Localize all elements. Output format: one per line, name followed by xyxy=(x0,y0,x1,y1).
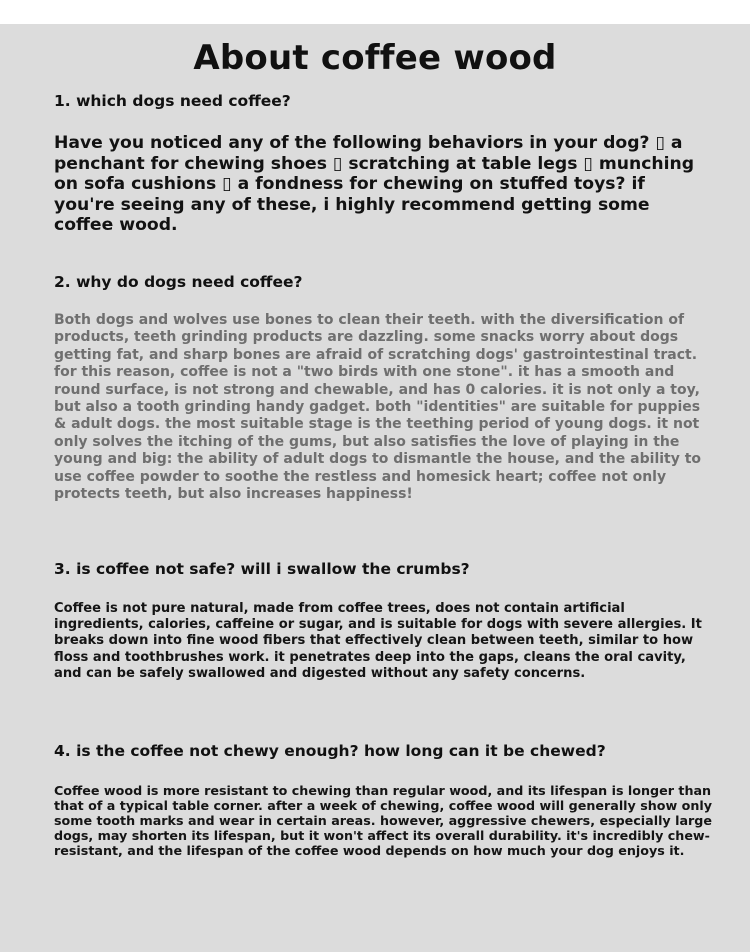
question-heading: 3. is coffee not safe? will i swallow the crumbs? xyxy=(54,560,470,578)
answer-paragraph: Have you noticed any of the following behaviors in your dog? ▯ a penchant for chewing shoes ▯ scratching at table legs ▯ munching on sofa cushions ▯ a fondness for chewing on stuffed toys? if you're seeing any of these, i highly recommend getting some coffee wood. xyxy=(54,133,695,235)
answer-paragraph: Coffee is not pure natural, made from coffee trees, does not contain artificial ingredients, calories, caffeine or sugar, and is suitable for dogs with severe allergies. It breaks down into fine wood fibers that effectively clean between teeth, similar to how floss and toothbrushes work. it penetrates deep into the gaps, cleans the oral cavity, and can be safely swallowed and digested without any safety concerns. xyxy=(54,601,702,681)
question-heading: 4. is the coffee not chewy enough? how long can it be chewed? xyxy=(54,742,606,760)
top-white-strip xyxy=(0,0,750,24)
question-heading: 1. which dogs need coffee? xyxy=(54,92,291,110)
answer-paragraph: Coffee wood is more resistant to chewing than regular wood, and its lifespan is longer than that of a typical table corner. after a week of chewing, coffee wood will generally show only some tooth marks and wear in certain areas. however, aggressive chewers, especially large dogs, may shorten its lifespan, but it won't affect its overall durability. it's incredibly chew-resistant, and the lifespan of the coffee wood depends on how much your dog enjoys it. xyxy=(54,783,713,858)
question-heading: 2. why do dogs need coffee? xyxy=(54,273,303,291)
answer-paragraph: Both dogs and wolves use bones to clean their teeth. with the diversification of products, teeth grinding products are dazzling. some snacks worry about dogs getting fat, and sharp bones are afraid of scratching dogs' gastrointestinal tract. for this reason, coffee is not a "two birds with one stone". it has a smooth and round surface, is not strong and chewable, and has 0 calories. it is not only a toy, but also a tooth grinding handy gadget. both "identities" are suitable for puppies & adult dogs. the most suitable stage is the teething period of young dogs. it not only solves the itching of the gums, but also satisfies the love of playing in the young and big: the ability of adult dogs to dismantle the house, and the ability to use coffee powder to soothe the restless and homesick heart; coffee not only protects teeth, but also increases happiness! xyxy=(54,312,702,503)
page-title: About coffee wood xyxy=(193,38,557,78)
